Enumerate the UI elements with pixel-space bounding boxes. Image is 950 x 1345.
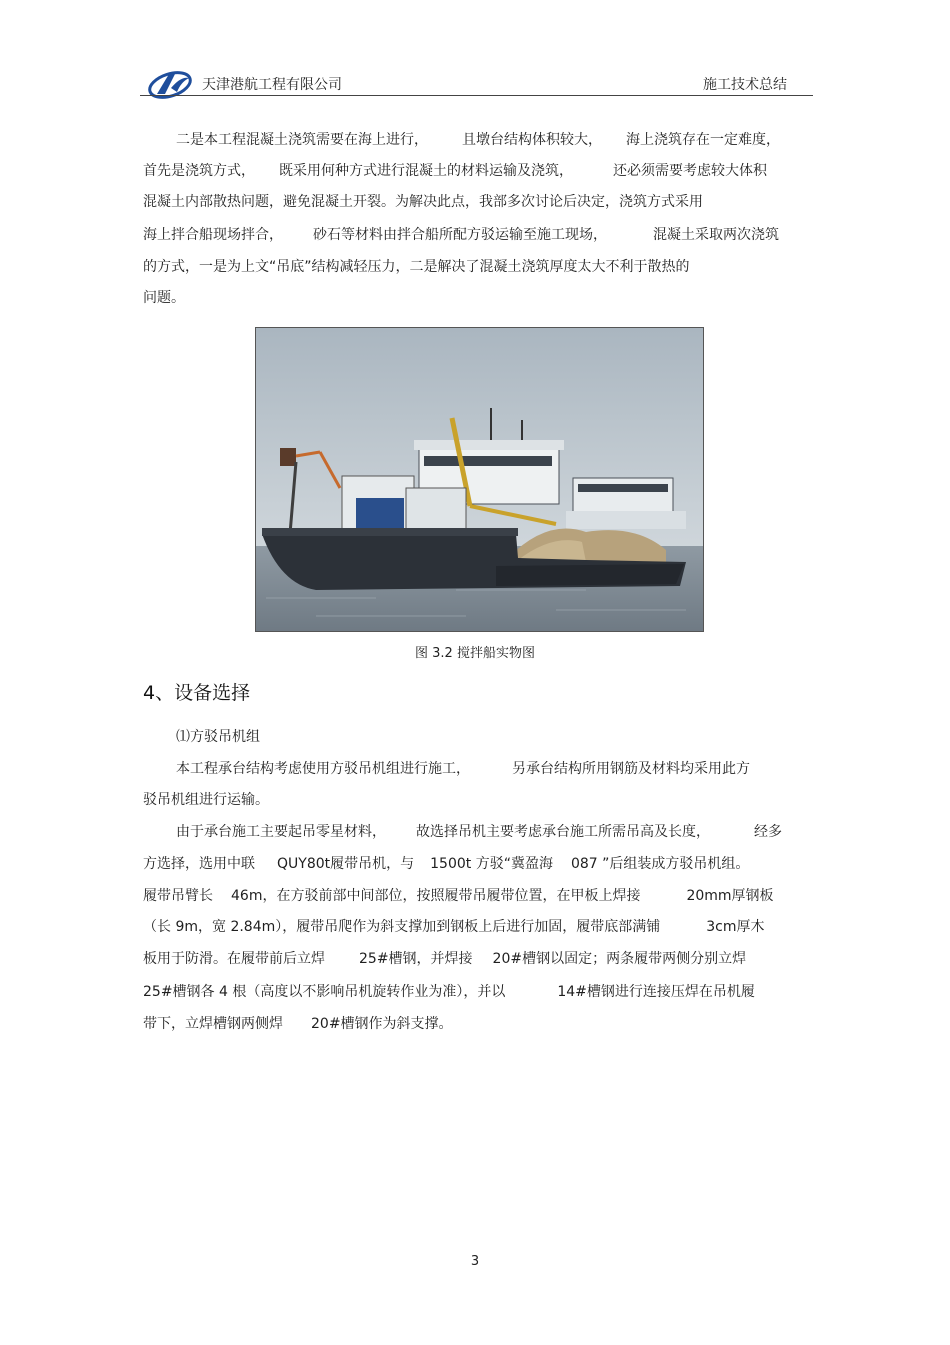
- text-segment: 经多: [754, 824, 782, 840]
- text-segment: 方选择，选用中联: [143, 856, 255, 872]
- text-segment: 板用于防滑。在履带前后立焊: [143, 951, 325, 967]
- paragraph-line: 的方式，一是为上文“吊底”结构减轻压力，二是解决了混凝土浇筑厚度太大不利于散热的: [143, 259, 690, 275]
- text-segment: 14#槽钢进行连接压焊在吊机履: [557, 984, 755, 1000]
- text-segment: 由于承台施工主要起吊零星材料，: [176, 824, 386, 840]
- text-segment: 履带吊臂长: [143, 888, 213, 904]
- figure-caption: 图 3.2 搅拌船实物图: [415, 646, 535, 661]
- text-segment: 故选择吊机主要考虑承台施工所需吊高及长度，: [416, 824, 710, 840]
- text-segment: 另承台结构所用钢筋及材料均采用此方: [512, 761, 750, 777]
- text-segment: 本工程承台结构考虑使用方驳吊机组进行施工，: [176, 761, 470, 777]
- paragraph-line: [143, 885, 774, 905]
- text-segment: 二是本工程混凝土浇筑需要在海上进行，: [176, 132, 428, 148]
- paragraph-line: [143, 948, 746, 968]
- section-heading: 4、设备选择: [143, 682, 251, 704]
- text-segment: 砂石等材料由拌合船所配方驳运输至施工现场，: [313, 227, 607, 243]
- paragraph-line: 混凝土内部散热问题，避免混凝土开裂。为解决此点，我部多次讨论后决定，浇筑方式采用: [143, 194, 703, 210]
- header-document-title: 施工技术总结: [703, 77, 787, 93]
- paragraph-line: [176, 758, 750, 778]
- text-segment: QUY80t履带吊机，与: [277, 856, 415, 872]
- paragraph-line: [176, 821, 782, 841]
- text-segment: 20#槽钢作为斜支撑。: [311, 1016, 453, 1032]
- text-segment: 带下，立焊槽钢两侧焊: [143, 1016, 283, 1032]
- text-segment: 海上浇筑存在一定难度，: [626, 132, 780, 148]
- header-divider: [140, 95, 813, 96]
- paragraph-line: 问题。: [143, 290, 185, 306]
- text-segment: 海上拌合船现场拌合，: [143, 227, 283, 243]
- header-company-name: 天津港航工程有限公司: [202, 77, 342, 93]
- text-segment: 20mm厚钢板: [686, 888, 774, 904]
- subsection-heading: ⑴方驳吊机组: [176, 729, 260, 745]
- text-segment: 3cm厚木: [706, 919, 765, 935]
- text-segment: 首先是浇筑方式，: [143, 163, 255, 179]
- text-segment: 087 ”后组装成方驳吊机组。: [570, 856, 750, 872]
- paragraph-line: [143, 160, 767, 180]
- text-segment: 且墩台结构体积较大，: [462, 132, 602, 148]
- paragraph-line: [143, 981, 755, 1001]
- text-segment: 1500t 方驳“冀盈海: [430, 856, 553, 872]
- paragraph-line: [176, 129, 780, 149]
- paragraph-line: [143, 916, 765, 936]
- paragraph-line: [143, 1013, 453, 1033]
- text-segment: 既采用何种方式进行混凝土的材料运输及浇筑，: [279, 163, 573, 179]
- text-segment: 混凝土采取两次浇筑: [653, 227, 779, 243]
- text-segment: 25#槽钢，并焊接: [359, 951, 473, 967]
- text-segment: 25#槽钢各 4 根（高度以不影响吊机旋转作业为准），并以: [143, 984, 506, 1000]
- paragraph-line: [143, 224, 779, 244]
- text-segment: 20#槽钢以固定；两条履带两侧分别立焊: [492, 951, 747, 967]
- text-segment: 还必须需要考虑较大体积: [613, 163, 767, 179]
- paragraph-line: [143, 853, 749, 873]
- text-segment: （长 9m，宽 2.84m），履带吊爬作为斜支撑加到钢板上后进行加固，履带底部满铺: [143, 919, 661, 935]
- mixing-ship-photo: [255, 327, 704, 632]
- page-number: 3: [470, 1254, 480, 1269]
- paragraph-line: 驳吊机组进行运输。: [143, 792, 269, 808]
- text-segment: 46m，在方驳前部中间部位，按照履带吊履带位置，在甲板上焊接: [231, 888, 641, 904]
